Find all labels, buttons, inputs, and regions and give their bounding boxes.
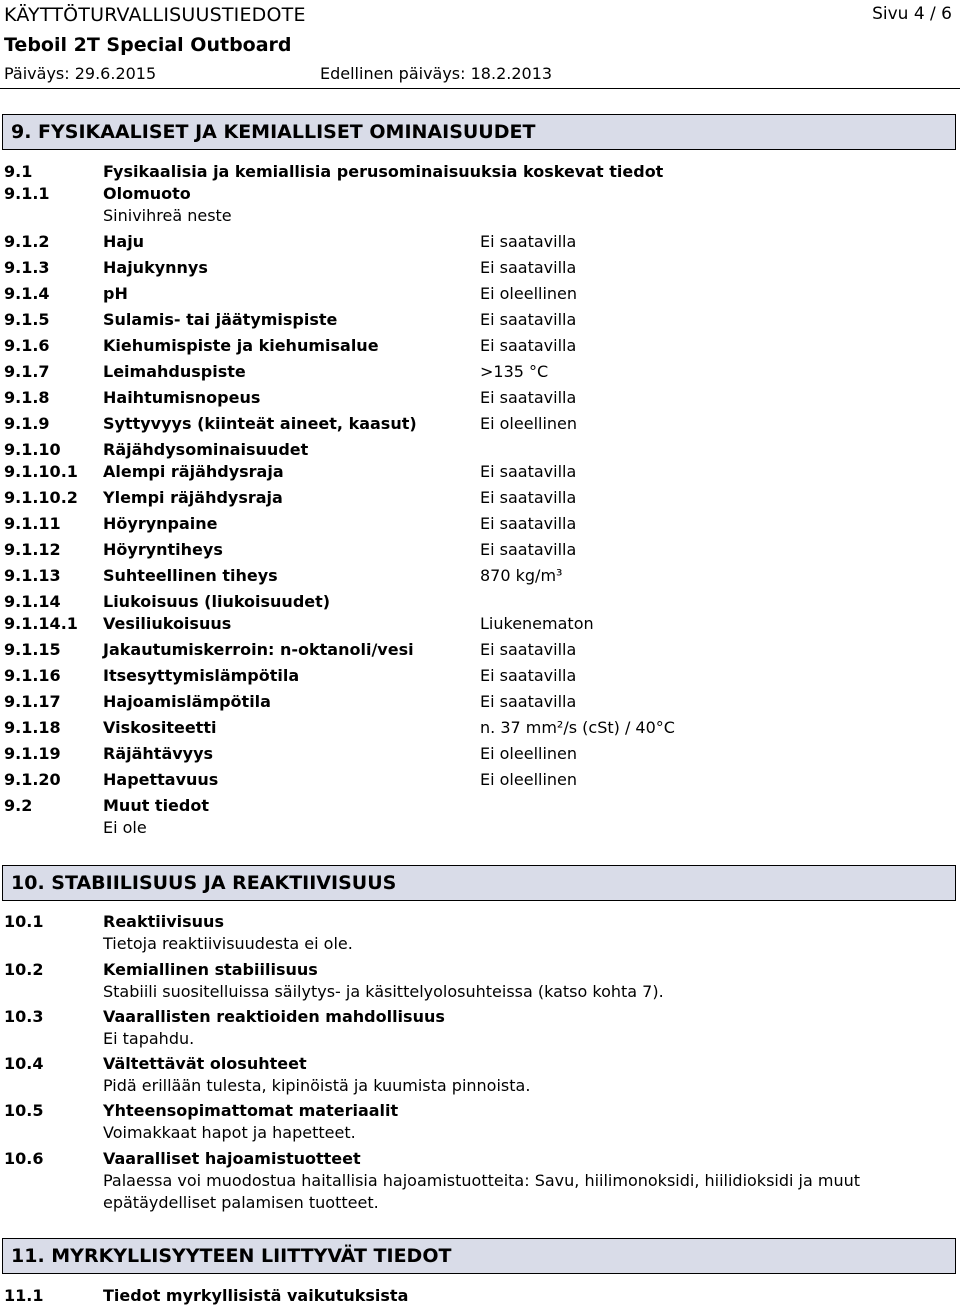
property-label: Itsesyttymislämpötila <box>103 666 300 685</box>
property-row <box>0 488 960 510</box>
property-row <box>0 818 960 840</box>
item-number: 10.6 <box>4 1149 44 1168</box>
property-row <box>0 744 960 766</box>
product-name: Teboil 2T Special Outboard <box>4 34 292 56</box>
item-number: 10.4 <box>4 1054 44 1073</box>
property-value: >135 °C <box>480 362 549 381</box>
property-value: Ei saatavilla <box>480 514 577 533</box>
property-number: 9.1.14.1 <box>4 614 78 633</box>
item-heading: Vaaralliset hajoamistuotteet <box>103 1149 361 1168</box>
property-number: 9.1.11 <box>4 514 61 533</box>
item-text: Ei tapahdu. <box>103 1029 195 1048</box>
property-row <box>0 692 960 714</box>
header-divider <box>0 88 960 89</box>
property-row <box>0 414 960 436</box>
property-label: Fysikaalisia ja kemiallisia perusominaisuuksia koskevat tiedot <box>103 162 664 181</box>
property-row <box>0 540 960 562</box>
item-number: 10.3 <box>4 1007 44 1026</box>
property-value: Ei saatavilla <box>480 666 577 685</box>
property-label: Olomuoto <box>103 184 191 203</box>
property-label: Haihtumisnopeus <box>103 388 261 407</box>
property-number: 9.1.5 <box>4 310 50 329</box>
property-label: Liukoisuus (liukoisuudet) <box>103 592 331 611</box>
property-number: 9.1.16 <box>4 666 61 685</box>
item-heading: Vältettävät olosuhteet <box>103 1054 307 1073</box>
property-row <box>0 614 960 636</box>
section-9-heading <box>2 114 956 150</box>
property-label: Alempi räjähdysraja <box>103 462 284 481</box>
property-detail: Ei ole <box>103 818 147 837</box>
section-10-title: 10. STABIILISUUS JA REAKTIIVISUUS <box>11 872 397 894</box>
property-value: Ei saatavilla <box>480 488 577 507</box>
item-heading: Yhteensopimattomat materiaalit <box>103 1101 399 1120</box>
property-row <box>0 162 960 184</box>
property-value: Ei saatavilla <box>480 310 577 329</box>
item-text: Tietoja reaktiivisuudesta ei ole. <box>103 934 353 953</box>
item-text: Stabiili suositelluissa säilytys- ja käsittelyolosuhteissa (katso kohta 7). <box>103 982 664 1001</box>
property-row <box>0 666 960 688</box>
property-label: Höyryntiheys <box>103 540 223 559</box>
property-number: 9.2 <box>4 796 33 815</box>
property-row <box>0 440 960 462</box>
property-row <box>0 796 960 818</box>
property-row <box>0 184 960 206</box>
property-row <box>0 718 960 740</box>
property-label: Muut tiedot <box>103 796 209 815</box>
property-label: Haju <box>103 232 145 251</box>
property-row <box>0 232 960 254</box>
item-heading: Reaktiivisuus <box>103 912 224 931</box>
property-value: Ei oleellinen <box>480 284 578 303</box>
property-value: Liukenematon <box>480 614 594 633</box>
item-number: 11.1 <box>4 1286 44 1305</box>
property-label: Höyrynpaine <box>103 514 218 533</box>
item-heading: Vaarallisten reaktioiden mahdollisuus <box>103 1007 445 1026</box>
property-value: Ei saatavilla <box>480 640 577 659</box>
property-row <box>0 640 960 662</box>
property-label: pH <box>103 284 128 303</box>
property-label: Räjähtävyys <box>103 744 214 763</box>
property-value: n. 37 mm²/s (cSt) / 40°C <box>480 718 675 737</box>
item-text: Pidä erillään tulesta, kipinöistä ja kuumista pinnoista. <box>103 1076 531 1095</box>
previous-date: Edellinen päiväys: 18.2.2013 <box>320 64 553 83</box>
issue-date: Päiväys: 29.6.2015 <box>4 64 157 83</box>
property-number: 9.1.4 <box>4 284 50 303</box>
property-value: Ei saatavilla <box>480 336 577 355</box>
property-number: 9.1.13 <box>4 566 61 585</box>
property-value: Ei saatavilla <box>480 540 577 559</box>
property-number: 9.1.17 <box>4 692 61 711</box>
property-number: 9.1.1 <box>4 184 50 203</box>
item-number: 10.2 <box>4 960 44 979</box>
property-number: 9.1.10.1 <box>4 462 78 481</box>
property-number: 9.1.10.2 <box>4 488 78 507</box>
property-value: Ei saatavilla <box>480 462 577 481</box>
property-label: Viskositeetti <box>103 718 217 737</box>
section-11-title: 11. MYRKYLLISYYTEEN LIITTYVÄT TIEDOT <box>11 1245 452 1267</box>
property-row <box>0 206 960 228</box>
property-label: Sulamis- tai jäätymispiste <box>103 310 338 329</box>
item-text: Voimakkaat hapot ja hapetteet. <box>103 1123 356 1142</box>
property-label: Hajoamislämpötila <box>103 692 271 711</box>
property-value: Ei saatavilla <box>480 232 577 251</box>
property-number: 9.1 <box>4 162 33 181</box>
property-number: 9.1.15 <box>4 640 61 659</box>
property-detail: Sinivihreä neste <box>103 206 232 225</box>
section-11-heading <box>2 1238 956 1274</box>
property-number: 9.1.18 <box>4 718 61 737</box>
property-value: Ei saatavilla <box>480 388 577 407</box>
property-value: Ei oleellinen <box>480 770 578 789</box>
property-label: Syttyvyys (kiinteät aineet, kaasut) <box>103 414 417 433</box>
property-row <box>0 388 960 410</box>
property-label: Hajukynnys <box>103 258 208 277</box>
section-9-title: 9. FYSIKAALISET JA KEMIALLISET OMINAISUUDET <box>11 121 536 143</box>
document-type: KÄYTTÖTURVALLISUUSTIEDOTE <box>4 4 306 26</box>
property-label: Vesiliukoisuus <box>103 614 232 633</box>
property-number: 9.1.7 <box>4 362 50 381</box>
item-heading: Kemiallinen stabiilisuus <box>103 960 318 979</box>
property-label: Hapettavuus <box>103 770 219 789</box>
property-value: Ei oleellinen <box>480 744 578 763</box>
property-label: Suhteellinen tiheys <box>103 566 278 585</box>
property-number: 9.1.20 <box>4 770 61 789</box>
property-row <box>0 514 960 536</box>
property-row <box>0 592 960 614</box>
property-label: Jakautumiskerroin: n-oktanoli/vesi <box>103 640 414 659</box>
section-10-heading <box>2 865 956 901</box>
page-number: Sivu 4 / 6 <box>872 4 952 24</box>
property-number: 9.1.6 <box>4 336 50 355</box>
property-row <box>0 362 960 384</box>
property-label: Leimahduspiste <box>103 362 246 381</box>
property-number: 9.1.8 <box>4 388 50 407</box>
property-label: Ylempi räjähdysraja <box>103 488 283 507</box>
item-heading: Tiedot myrkyllisistä vaikutuksista <box>103 1286 409 1305</box>
property-value: Ei saatavilla <box>480 692 577 711</box>
property-row <box>0 336 960 358</box>
item-number: 10.1 <box>4 912 44 931</box>
property-number: 9.1.3 <box>4 258 50 277</box>
property-value: 870 kg/m³ <box>480 566 563 585</box>
property-label: Kiehumispiste ja kiehumisalue <box>103 336 379 355</box>
property-number: 9.1.14 <box>4 592 61 611</box>
property-number: 9.1.19 <box>4 744 61 763</box>
property-row <box>0 770 960 792</box>
item-number: 10.5 <box>4 1101 44 1120</box>
property-value: Ei saatavilla <box>480 258 577 277</box>
property-number: 9.1.10 <box>4 440 61 459</box>
property-number: 9.1.2 <box>4 232 50 251</box>
item-text: Palaessa voi muodostua haitallisia hajoamistuotteita: Savu, hiilimonoksidi, hiilidioksidi ja muut epätäydelliset palamisen tuotteet. <box>103 1171 861 1212</box>
property-row <box>0 310 960 332</box>
property-number: 9.1.9 <box>4 414 50 433</box>
property-row <box>0 566 960 588</box>
property-row <box>0 284 960 306</box>
property-row <box>0 258 960 280</box>
property-row <box>0 462 960 484</box>
property-number: 9.1.12 <box>4 540 61 559</box>
property-value: Ei oleellinen <box>480 414 578 433</box>
property-label: Räjähdysominaisuudet <box>103 440 309 459</box>
